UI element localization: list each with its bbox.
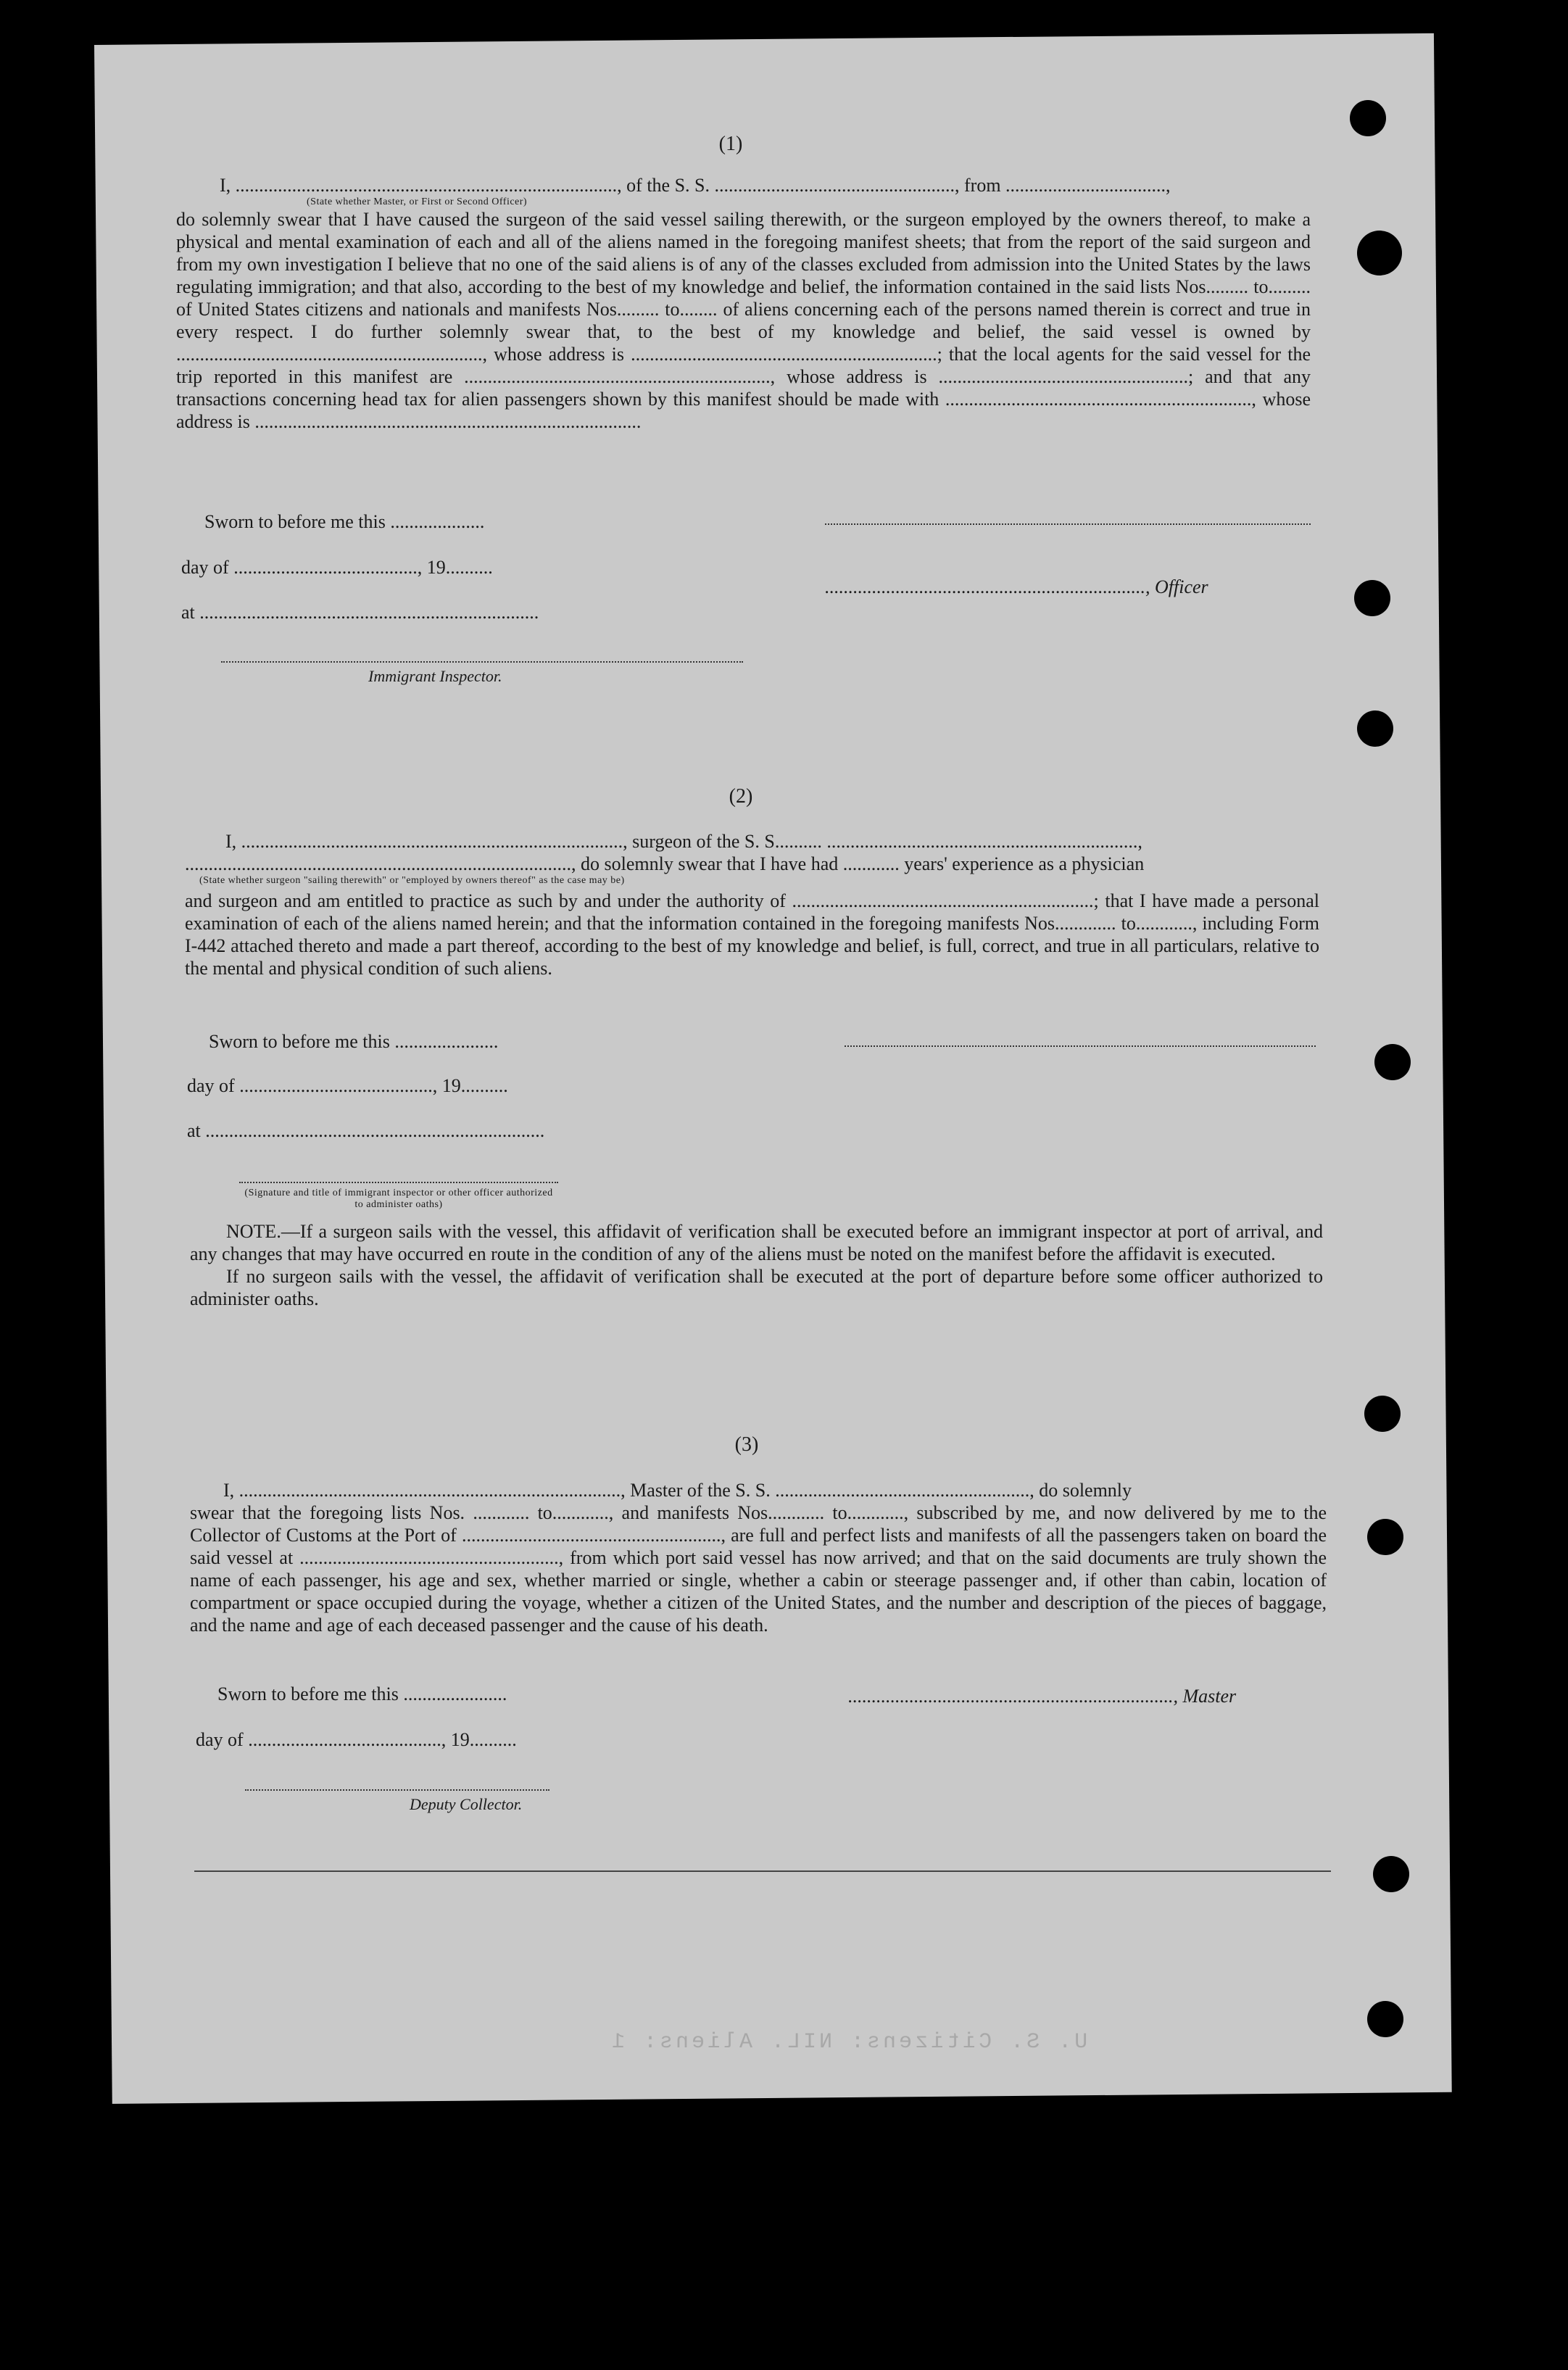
bottom-rule	[194, 1870, 1331, 1872]
section-3-day: day of ........................................., 19..........	[196, 1729, 517, 1750]
section-2-second-line: .................................................................................., do solemnly swear that I have had ............ years' experience as a physician	[185, 853, 1145, 874]
section-2-signature-caption: (Signature and title of immigrant inspector or other officer authorized to administer oaths)	[244, 1188, 553, 1210]
section-3-deputy: Deputy Collector.	[410, 1795, 523, 1813]
section-2-inspector-line	[239, 1182, 558, 1183]
bleed-through-text: U. S. Citizens: NIL. Aliens: 1	[609, 2030, 1088, 2055]
section-1-first-line: I, ................................................................................., of the S. S. ..................................................., from ..................................,	[220, 175, 1171, 196]
section-2	[185, 830, 1319, 979]
section-2-note-1: NOTE.—If a surgeon sails with the vessel, this affidavit of verification shall be executed before an immigrant inspector at port of arrival, and any changes that may have occurred en route in the condition of any of the aliens must be noted on the manifest before the affidavit is executed.	[190, 1221, 1323, 1264]
section-2-body: and surgeon and am entitled to practice as such by and under the authority of ................................................................; that I have made a personal examination of each of the aliens named herein; and that the information contained in the foregoing manifests Nos............. to............, including Form I-442 attached thereto and made a part thereof, according to the best of my knowledge and belief, is full, correct, and true in all particulars, relative to the mental and physical condition of such aliens.	[185, 890, 1319, 979]
section-2-notes	[190, 1220, 1323, 1310]
section-2-caption: (State whether surgeon "sailing therewith" or "employed by owners thereof" as the case may be)	[199, 875, 625, 886]
section-1-inspector: Immigrant Inspector.	[368, 667, 502, 685]
punch-hole	[1367, 2001, 1403, 2037]
section-1-officer: ...................................................................., Officer	[825, 576, 1208, 597]
section-2-sworn: Sworn to before me this ......................	[209, 1031, 499, 1052]
section-2-day: day of ........................................., 19..........	[187, 1075, 508, 1096]
punch-hole	[1364, 1396, 1401, 1432]
section-1-sworn: Sworn to before me this ....................	[204, 511, 485, 532]
section-2-signature-line	[845, 1045, 1316, 1047]
section-2-note-2: If no surgeon sails with the vessel, the affidavit of verification shall be executed at the port of departure before some officer authorized to administer oaths.	[190, 1266, 1323, 1309]
section-3-deputy-line	[245, 1789, 549, 1791]
punch-hole	[1354, 580, 1390, 616]
section-1-body: do solemnly swear that I have caused the surgeon of the said vessel sailing therewith, or the surgeon employed by the owners thereof, to make a physical and mental examination of each and all of the aliens named in the foregoing manifest sheets; that from the report of the said surgeon and from my own investigation I believe that no one of the said aliens is of any of the classes excluded from admission into the United States by the laws regulating immigration; and that also, according to the best of my knowledge and belief, the information contained in the said lists Nos......... to......... of United States citizens and nationals and manifests Nos......... to........ of aliens concerning each of the persons named therein is correct and true in every respect. I do further solemnly swear that, to the best of my knowledge and belief, the said vessel is owned by ................................................................., whose address is .................................................................; that the local agents for the said vessel for the trip reported in this manifest are ................................................................., whose address is .....................................................; and that any transactions concerning head tax for alien passengers shown by this manifest should be made with ................................................................., whose address is ..................................................................................	[176, 209, 1311, 432]
section-1	[176, 174, 1311, 433]
section-1-inspector-line	[221, 661, 743, 663]
section-3-first-line: I, ................................................................................., Master of the S. S. ......................................................, do solemnly	[223, 1480, 1132, 1501]
section-1-caption: (State whether Master, or First or Second Officer)	[307, 196, 528, 207]
section-1-number: (1)	[718, 133, 743, 155]
punch-hole	[1374, 1044, 1411, 1080]
section-3-number: (3)	[734, 1433, 759, 1456]
section-2-at: at ........................................................................	[187, 1120, 545, 1141]
punch-hole	[1373, 1856, 1409, 1892]
punch-hole	[1350, 100, 1386, 136]
section-3-sworn: Sworn to before me this ......................	[217, 1683, 507, 1704]
section-1-at: at ........................................................................	[181, 602, 539, 623]
punch-hole	[1367, 1519, 1403, 1555]
section-3-master: ....................................................................., Master	[848, 1686, 1237, 1707]
punch-hole	[1357, 231, 1402, 275]
section-3	[190, 1479, 1327, 1636]
section-1-signature-line	[825, 523, 1311, 525]
section-3-body: swear that the foregoing lists Nos. ............ to............, and manifests Nos............ to............, subscribed by me, and now delivered by me to the Collector of Customs at the Port of ......................................................., are full and perfect lists and manifests of all the passengers taken on board the said vessel at ......................................................., from which port said vessel has now arrived; and that on the said documents are truly shown the name of each passenger, his age and sex, whether married or single, whether a cabin or steerage passenger and, if other than cabin, location of compartment or space occupied during the voyage, whether a citizen of the United States, and the number and description of the pieces of baggage, and the name and age of each deceased passenger and the cause of his death.	[190, 1502, 1327, 1636]
section-2-number: (2)	[729, 785, 753, 808]
section-2-first-line: I, ................................................................................., surgeon of the S. S.......... ..................................................................,	[225, 831, 1142, 852]
punch-hole	[1357, 710, 1393, 747]
section-1-day: day of ......................................., 19..........	[181, 557, 493, 578]
